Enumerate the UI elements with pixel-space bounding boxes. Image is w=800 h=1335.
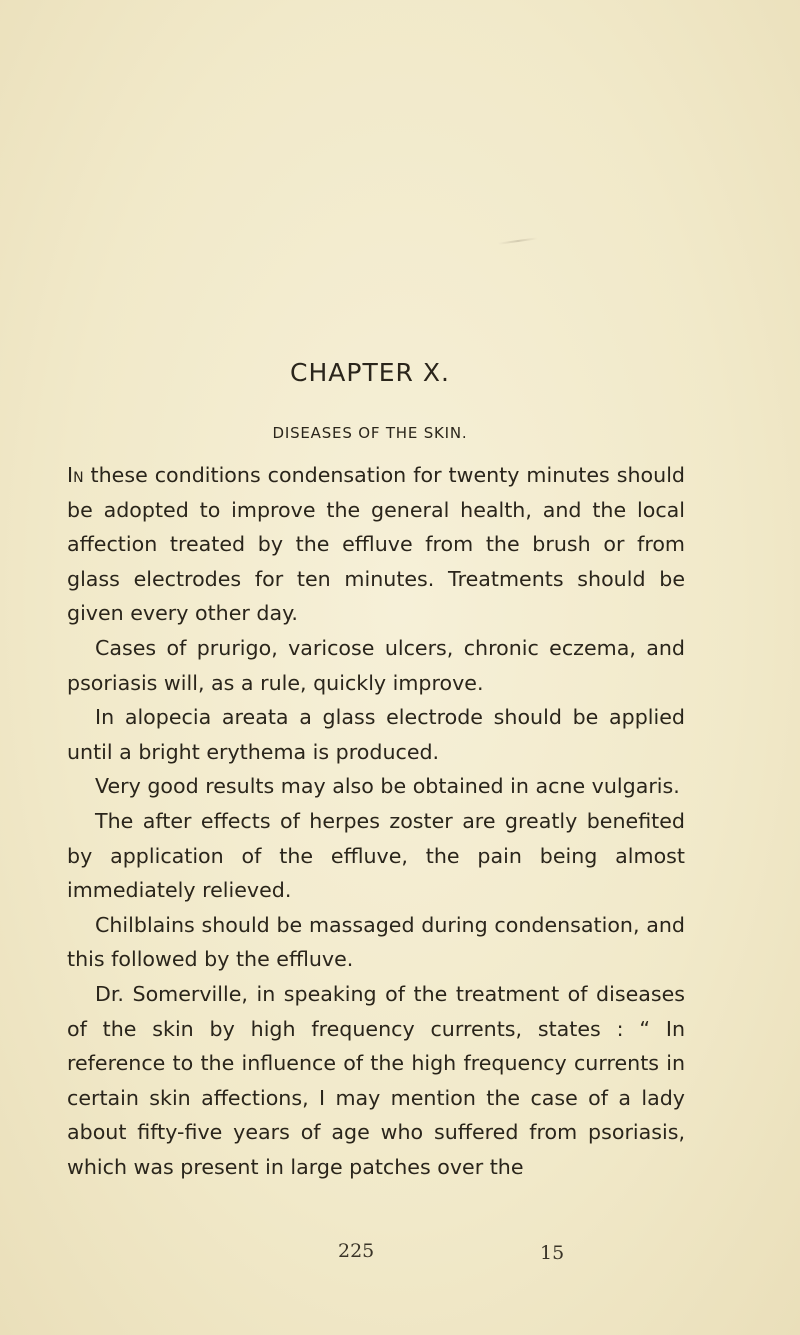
chapter-subtitle: DISEASES OF THE SKIN.	[272, 424, 468, 442]
pencil-mark	[498, 237, 538, 245]
paragraph-text: these conditions condensation for twenty minutes should be adopted to improve the general health, and the local affection treated by the effluve from the brush or from glass electrodes for ten minutes. Treatments should be given every other day.	[67, 463, 685, 626]
paragraph: Cases of prurigo, varicose ulcers, chronic eczema, and psoriasis will, as a rule, quickly improve.	[67, 635, 685, 695]
page-number: 225	[338, 1240, 375, 1262]
paragraph: Dr. Somerville, in speaking of the treatment of diseases of the skin by high frequency currents, states : “ In reference to the influence of the high frequency currents in certain skin affections, I may mention the case of a lady about fifty-five years of age who suffered from psoriasis, which was present in large patches over the	[67, 981, 685, 1179]
paragraph: In alopecia areata a glass electrode should be applied until a bright erythema is produced.	[67, 705, 685, 764]
signature-mark: 15	[540, 1242, 565, 1264]
paragraph: Very good results may also be obtained in acne vulgaris.	[95, 774, 680, 799]
paragraph-lead-word: In	[67, 463, 84, 487]
page-footer	[0, 1240, 800, 1270]
paragraph: Chilblains should be massaged during condensation, and this followed by the effluve.	[67, 912, 685, 972]
paragraph: The after effects of herpes zoster are greatly benefited by application of the effluve, the pain being almost immediately relieved.	[67, 808, 685, 903]
chapter-title: CHAPTER X.	[290, 358, 450, 387]
body-text	[67, 458, 685, 1184]
paragraph	[67, 458, 685, 631]
